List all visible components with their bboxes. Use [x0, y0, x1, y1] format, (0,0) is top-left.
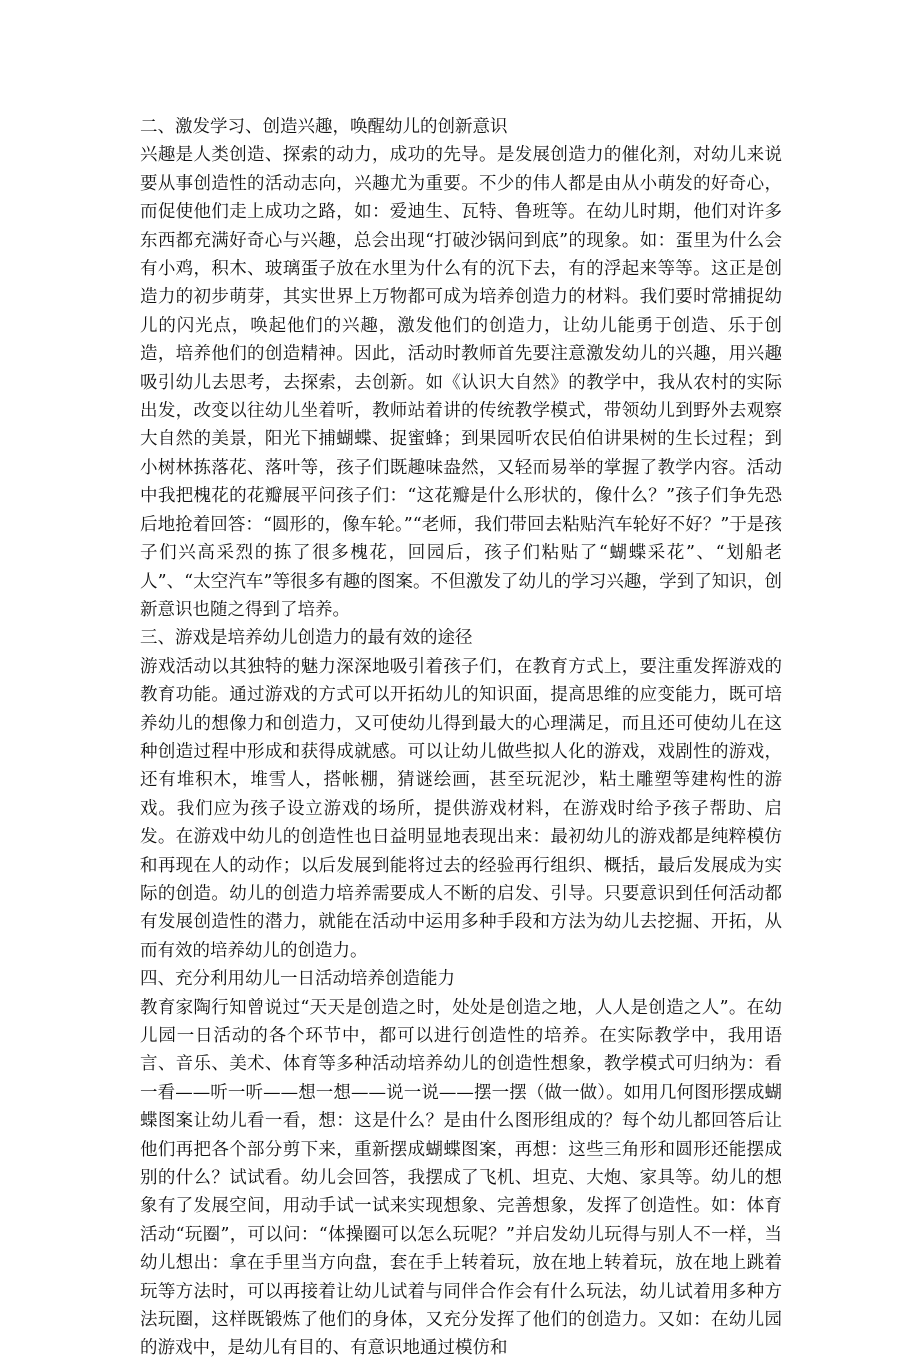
document-page — [140, 113, 782, 1363]
section-body-daily-activities: 教育家陶行知曾说过“天天是创造之时，处处是创造之地，人人是创造之人”。在幼儿园一日活动的各个环节中，都可以进行创造性的培养。在实际教学中，我用语言、音乐、美术、体育等多种活动培养幼儿的创造性想象，教学模式可归纳为：看一看——听一听——想一想——说一说——摆一摆（做一做）。如用几何图形摆成蝴蝶图案让幼儿看一看，想：这是什么？是由什么图形组成的？每个幼儿都回答后让他们再把各个部分剪下来，重新摆成蝴蝶图案，再想：这些三角形和圆形还能摆成别的什么？试试看。幼儿会回答，我摆成了飞机、坦克、大炮、家具等。幼儿的想象有了发展空间，用动手试一试来实现想象、完善想象，发挥了创造性。如：体育活动“玩圈”，可以问：“体操圈可以怎么玩呢？”并启发幼儿玩得与别人不一样，当幼儿想出：拿在手里当方向盘，套在手上转着玩，放在地上转着玩，放在地上跳着玩等方法时，可以再接着让幼儿试着与同伴合作会有什么玩法，幼儿试着用多种方法玩圈，这样既锻炼了他们的身体，又充分发挥了他们的创造力。又如：在幼儿园的游戏中，是幼儿有目的、有意识地通过模仿和 — [140, 997, 782, 1359]
section-body-interest: 兴趣是人类创造、探索的动力，成功的先导。是发展创造力的催化剂，对幼儿来说要从事创造性的活动志向，兴趣尤为重要。不少的伟人都是由从小萌发的好奇心，而促使他们走上成功之路，如：爱迪生、瓦特、鲁班等。在幼儿时期，他们对许多东西都充满好奇心与兴趣，总会出现“打破沙锅问到底”的现象。如：蛋里为什么会有小鸡，积木、玻璃蛋子放在水里为什么有的沉下去，有的浮起来等等。这正是创造力的初步萌芽，其实世界上万物都可成为培养创造力的材料。我们要时常捕捉幼儿的闪光点，唤起他们的兴趣，激发他们的创造力，让幼儿能勇于创造、乐于创造，培养他们的创造精神。因此，活动时教师首先要注意激发幼儿的兴趣，用兴趣吸引幼儿去思考，去探索，去创新。如《认识大自然》的教学中，我从农村的实际出发，改变以往幼儿坐着听，教师站着讲的传统教学模式，带领幼儿到野外去观察大自然的美景，阳光下捕蝴蝶、捉蜜蜂；到果园听农民伯伯讲果树的生长过程；到小树林拣落花、落叶等，孩子们既趣味盎然，又轻而易举的掌握了教学内容。活动中我把槐花的花瓣展平问孩子们：“这花瓣是什么形状的，像什么？”孩子们争先恐后地抢着回答：“圆形的，像车轮。”“老师，我们带回去粘贴汽车轮好不好？”于是孩子们兴高采烈的拣了很多槐花，回园后，孩子们粘贴了“蝴蝶采花”、“划船老人”、“太空汽车”等很多有趣的图案。不但激发了幼儿的学习兴趣，学到了知识，创新意识也随之得到了培养。 — [140, 145, 782, 620]
section-body-games: 游戏活动以其独特的魅力深深地吸引着孩子们，在教育方式上，要注重发挥游戏的教育功能。通过游戏的方式可以开拓幼儿的知识面，提高思维的应变能力，既可培养幼儿的想像力和创造力，又可使幼儿得到最大的心理满足，而且还可使幼儿在这种创造过程中形成和获得成就感。可以让幼儿做些拟人化的游戏，戏剧性的游戏，还有堆积木，堆雪人，搭帐棚，猜谜绘画，甚至玩泥沙，粘土雕塑等建构性的游戏。我们应为孩子设立游戏的场所，提供游戏材料，在游戏时给予孩子帮助、启发。在游戏中幼儿的创造性也日益明显地表现出来：最初幼儿的游戏都是纯粹模仿和再现在人的动作；以后发展到能将过去的经验再行组织、概括，最后发展成为实际的创造。幼儿的创造力培养需要成人不断的启发、引导。只要意识到任何活动都有发展创造性的潜力，就能在活动中运用多种手段和方法为幼儿去挖掘、开拓，从而有效的培养幼儿的创造力。 — [140, 656, 782, 961]
section-heading-daily-activities: 四、充分利用幼儿一日活动培养创造能力 — [140, 969, 455, 990]
section-heading-games: 三、游戏是培养幼儿创造力的最有效的途径 — [140, 628, 473, 649]
section-heading-interest: 二、激发学习、创造兴趣，唤醒幼儿的创新意识 — [140, 117, 508, 137]
